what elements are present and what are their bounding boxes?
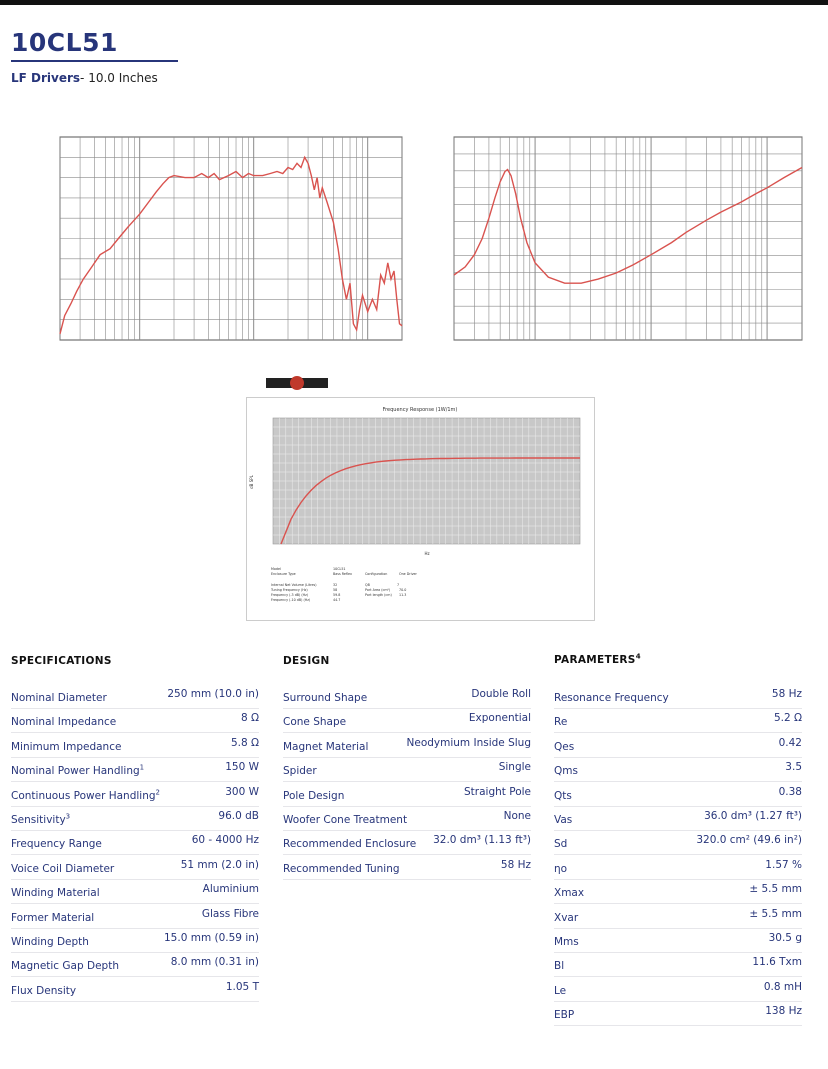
param-value: ± 5.5 mm — [749, 907, 802, 920]
simulation-table-text: QB — [365, 583, 370, 587]
design-row — [283, 857, 531, 880]
spec-value: 15.0 mm (0.59 in) — [164, 932, 259, 944]
spec-label-text: Continuous Power Handling — [11, 789, 156, 802]
spec-label — [11, 887, 100, 899]
design-value: Double Roll — [471, 688, 531, 700]
param-value: 58 Hz — [771, 688, 802, 700]
simulation-table-text: Model — [271, 567, 281, 571]
param-row — [554, 710, 802, 733]
param-label-text: Le — [554, 984, 567, 997]
specifications-heading: SPECIFICATIONS — [11, 655, 112, 667]
design-label-text: Recommended Tuning — [283, 862, 400, 875]
spec-label — [11, 985, 76, 997]
spec-value: 1.05 T — [225, 980, 259, 993]
frequency-response-graph — [50, 135, 410, 355]
design-label-text: Magnet Material — [283, 740, 369, 753]
param-row — [554, 857, 802, 880]
spec-value: Glass Fibre — [201, 907, 259, 920]
spec-value: 96.0 dB — [218, 810, 259, 822]
design-label — [283, 790, 344, 802]
param-label — [554, 960, 564, 972]
spec-label — [11, 716, 116, 728]
parameters-heading — [554, 654, 641, 666]
param-row — [554, 832, 802, 855]
param-value: 0.8 mH — [763, 980, 802, 993]
spec-row — [11, 808, 259, 831]
spec-label — [11, 765, 144, 777]
design-label — [283, 692, 367, 704]
design-value: Straight Pole — [464, 785, 531, 798]
simulation-table-text: Bass Reflex — [333, 572, 352, 576]
simulation-table-text: Port length (cm) — [365, 593, 392, 597]
design-heading: DESIGN — [283, 655, 330, 667]
parameters-heading-text: PARAMETERS — [554, 654, 636, 666]
param-label — [554, 716, 567, 728]
param-label — [554, 863, 567, 875]
design-label-text: Cone Shape — [283, 716, 347, 729]
design-label-text: Woofer Cone Treatment — [283, 814, 408, 826]
param-label — [554, 692, 669, 704]
param-label-text: Xvar — [554, 911, 579, 924]
spec-label-text: Nominal Power Handling — [11, 765, 140, 778]
design-label — [283, 716, 346, 728]
spec-row — [11, 857, 259, 880]
simulation-table-text: 70.0 — [399, 588, 407, 592]
param-label-text: ηo — [554, 862, 568, 875]
spec-label-text: Magnetic Gap Depth — [11, 960, 119, 973]
param-row — [554, 881, 802, 904]
simulation-y-label: dB SPL — [249, 475, 254, 489]
simulation-title: Frequency Response (1W/1m) — [382, 407, 458, 413]
design-label-text: Recommended Enclosure — [283, 838, 417, 851]
param-label-text: Qms — [554, 765, 578, 778]
spec-value: Aluminium — [202, 883, 259, 896]
design-row — [283, 710, 531, 733]
param-row — [554, 735, 802, 758]
spec-value: 150 W — [225, 761, 259, 774]
spec-label — [11, 936, 89, 948]
design-row — [283, 686, 531, 709]
simulation-table-text: 59.8 — [333, 593, 341, 597]
spec-row — [11, 954, 259, 977]
spec-label-text: Voice Coil Diameter — [11, 862, 115, 875]
spec-value: 5.8 Ω — [230, 736, 259, 749]
design-label-text: Spider — [283, 765, 317, 778]
spec-label-text: Minimum Impedance — [11, 740, 122, 753]
page-title: 10CL51 — [11, 28, 118, 57]
simulation-table-text: 58 — [333, 588, 338, 592]
simulation-table-text: 32 — [333, 583, 338, 587]
design-row — [283, 735, 531, 758]
param-row — [554, 784, 802, 807]
design-label-text: Surround Shape — [283, 692, 368, 704]
title-underline — [11, 60, 178, 62]
param-row — [554, 930, 802, 953]
page-subtitle — [11, 71, 158, 85]
param-value: 0.38 — [778, 785, 802, 798]
param-label — [554, 765, 578, 777]
spec-row — [11, 759, 259, 782]
simulation-table-text: Internal Net Volume (Litres) — [271, 583, 317, 587]
simulation-table-text: One Driver — [399, 572, 417, 576]
param-label — [554, 887, 584, 899]
param-value: 36.0 dm³ (1.27 ft³) — [704, 810, 802, 822]
param-label-text: Vas — [554, 814, 573, 826]
spec-label — [11, 863, 114, 875]
param-value: 138 Hz — [765, 1005, 802, 1018]
spec-label-text: Former Material — [11, 911, 95, 924]
spec-label-text: Winding Material — [11, 887, 100, 900]
param-row — [554, 808, 802, 831]
param-row — [554, 759, 802, 782]
param-label — [554, 936, 579, 948]
design-label — [283, 741, 368, 753]
param-label-text: Sd — [554, 838, 568, 851]
simulation-table-text: Tuning Frequency (Hz) — [271, 588, 308, 592]
spec-row — [11, 710, 259, 733]
spec-label-text: Nominal Impedance — [11, 716, 117, 729]
spec-label — [11, 814, 70, 826]
spec-row — [11, 735, 259, 758]
design-row — [283, 784, 531, 807]
brand-logo — [266, 375, 328, 389]
simulation-table-text: 11.3 — [399, 593, 407, 597]
spec-label — [11, 790, 160, 802]
spec-value: 60 - 4000 Hz — [191, 834, 259, 847]
param-label-text: Resonance Frequency — [554, 692, 669, 704]
spec-row — [11, 979, 259, 1002]
param-value: 0.42 — [778, 736, 802, 749]
param-value: 30.5 g — [768, 932, 802, 944]
spec-label — [11, 692, 107, 704]
design-label — [283, 765, 317, 777]
simulation-x-label: Hz — [424, 551, 430, 556]
spec-row — [11, 832, 259, 855]
spec-value: 51 mm (2.0 in) — [180, 858, 259, 871]
param-value: 3.5 — [785, 761, 802, 774]
spec-label — [11, 838, 102, 850]
size-label: - 10.0 Inches — [80, 71, 158, 85]
param-label — [554, 838, 567, 850]
design-value: 32.0 dm³ (1.13 ft³) — [433, 834, 531, 847]
param-row — [554, 906, 802, 929]
param-row — [554, 954, 802, 977]
param-row — [554, 1003, 802, 1026]
param-label — [554, 790, 572, 802]
param-value: 11.6 Txm — [752, 956, 802, 969]
spec-label — [11, 741, 121, 753]
param-label — [554, 985, 566, 997]
param-value: 320.0 cm² (49.6 in²) — [696, 834, 802, 847]
param-label — [554, 814, 572, 826]
spec-value: 300 W — [225, 785, 259, 798]
param-label — [554, 741, 574, 753]
design-label — [283, 814, 407, 826]
design-label-text: Pole Design — [283, 789, 345, 802]
param-label-text: Xmax — [554, 887, 585, 900]
simulation-table-text: Frequency (-3 dB) (Hz) — [271, 593, 309, 597]
spec-label — [11, 912, 94, 924]
design-label — [283, 838, 416, 850]
design-row — [283, 808, 531, 831]
design-value: Single — [498, 761, 531, 774]
simulation-table-text: Enclosure Type — [271, 572, 296, 576]
impedance-graph — [448, 135, 808, 355]
simulation-table-text: Configuration — [365, 572, 388, 576]
param-value: 5.2 Ω — [773, 712, 802, 725]
spec-value: 8 Ω — [240, 712, 259, 725]
spec-label-text: Nominal Diameter — [11, 692, 107, 704]
param-label-text: Qes — [554, 740, 575, 753]
param-label-text: Bl — [554, 960, 565, 973]
param-label — [554, 1009, 574, 1021]
enclosure-simulation-panel — [246, 397, 595, 621]
design-value: Exponential — [468, 712, 531, 725]
param-label-text: Re — [554, 716, 568, 729]
parameters-footnote-marker: 4 — [635, 652, 641, 661]
design-value: Neodymium Inside Slug — [406, 736, 531, 749]
spec-row — [11, 906, 259, 929]
param-label-text: Mms — [554, 936, 579, 948]
simulation-table-text: Frequency (-10 dB) (Hz) — [271, 598, 311, 602]
design-row — [283, 759, 531, 782]
design-value: None — [503, 810, 531, 822]
spec-value: 250 mm (10.0 in) — [167, 688, 259, 700]
design-row — [283, 832, 531, 855]
spec-row — [11, 784, 259, 807]
category-label: LF Drivers — [11, 71, 81, 85]
spec-label-text: Flux Density — [11, 984, 77, 997]
footnote-marker: 2 — [155, 788, 160, 797]
spec-label-text: Winding Depth — [11, 936, 89, 948]
simulation-table-text: 44.7 — [333, 598, 341, 602]
simulation-table-text: 10CL51 — [333, 567, 346, 571]
footnote-marker: 1 — [139, 763, 145, 772]
spec-row — [11, 881, 259, 904]
spec-label — [11, 960, 119, 972]
param-row — [554, 686, 802, 709]
design-label — [283, 863, 400, 875]
param-row — [554, 979, 802, 1002]
spec-row — [11, 930, 259, 953]
spec-label-text: Frequency Range — [11, 838, 102, 851]
param-label-text: Qts — [554, 789, 572, 802]
spec-row — [11, 686, 259, 709]
param-value: 1.57 % — [765, 858, 802, 871]
design-value: 58 Hz — [500, 858, 531, 871]
top-bar — [0, 0, 828, 5]
param-value: ± 5.5 mm — [749, 883, 802, 896]
spec-label-text: Sensitivity — [11, 814, 66, 826]
param-label-text: EBP — [554, 1009, 575, 1022]
simulation-table-text: 7 — [397, 583, 400, 587]
param-label — [554, 912, 578, 924]
footnote-marker: 3 — [65, 812, 71, 821]
simulation-table-text: Port Area (cm²) — [365, 588, 391, 592]
spec-value: 8.0 mm (0.31 in) — [170, 956, 259, 969]
